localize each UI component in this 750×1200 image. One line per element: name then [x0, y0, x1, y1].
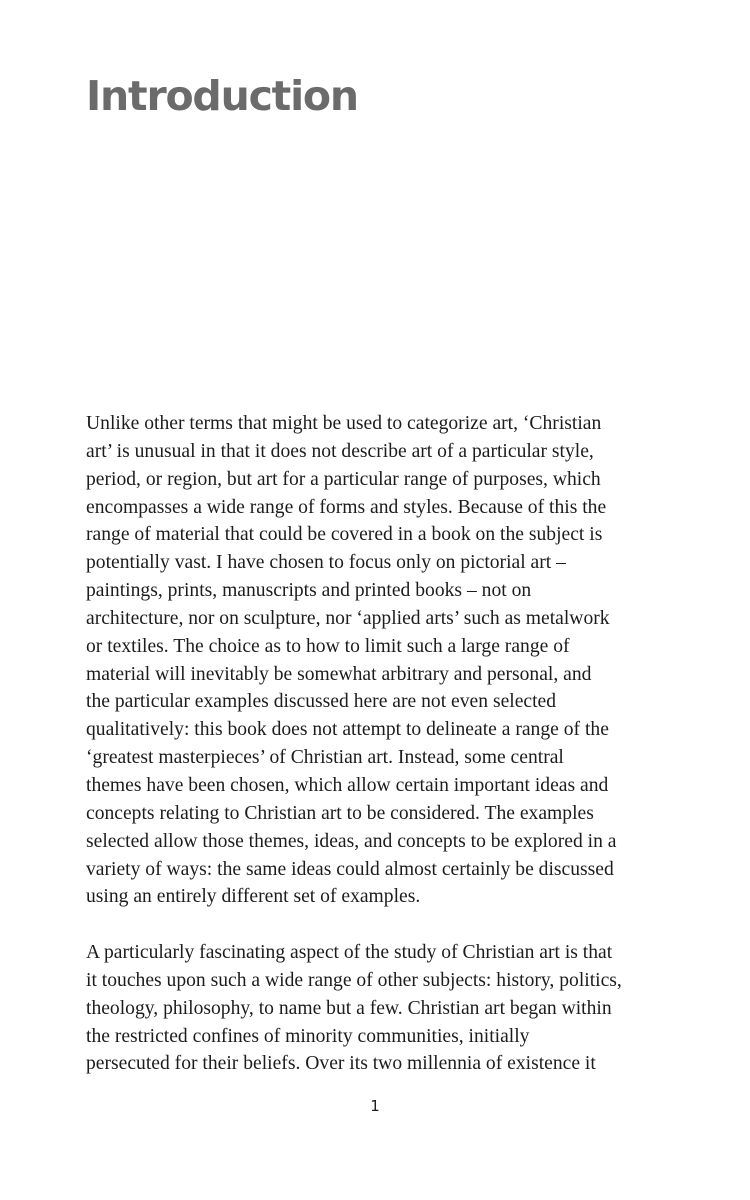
text-line: or textiles. The choice as to how to limit such a large range of — [86, 635, 570, 657]
text-line: concepts relating to Christian art to be considered. The examples — [86, 802, 594, 824]
text-line: the restricted confines of minority communities, initially — [86, 1025, 530, 1047]
text-line: A particularly fascinating aspect of the study of Christian art is that — [86, 942, 613, 964]
text-line: it touches upon such a wide range of other subjects: history, politics, — [86, 969, 622, 991]
text-line: material will inevitably be somewhat arbitrary and personal, and — [86, 663, 592, 685]
text-line: using an entirely different set of examples. — [86, 886, 421, 908]
text-line: selected allow those themes, ideas, and concepts to be explored in a — [86, 830, 617, 852]
text-line: potentially vast. I have chosen to focus only on pictorial art – — [86, 552, 566, 574]
paragraph-2 — [86, 939, 672, 1078]
text-line: ‘greatest masterpieces’ of Christian art. Instead, some central — [86, 747, 564, 769]
text-line: Unlike other terms that might be used to categorize art, ‘Christian — [86, 413, 602, 434]
text-line: qualitatively: this book does not attempt to delineate a range of the — [86, 719, 609, 741]
text-line: themes have been chosen, which allow certain important ideas and — [86, 774, 609, 796]
page-number: 1 — [370, 1097, 380, 1115]
paragraph-1 — [86, 410, 672, 911]
text-line: architecture, nor on sculpture, nor ‘applied arts’ such as metalwork — [86, 607, 610, 629]
text-line: persecuted for their beliefs. Over its two millennia of existence it — [86, 1053, 596, 1075]
text-line: period, or region, but art for a particular range of purposes, which — [86, 468, 601, 490]
body-text — [86, 410, 672, 1078]
text-line: art’ is unusual in that it does not describe art of a particular style, — [86, 440, 594, 462]
text-line: paintings, prints, manuscripts and printed books – not on — [86, 580, 532, 602]
chapter-title: Introduction — [86, 72, 358, 120]
text-line: encompasses a wide range of forms and styles. Because of this the — [86, 496, 607, 518]
text-line: range of material that could be covered in a book on the subject is — [86, 524, 603, 546]
text-line: the particular examples discussed here are not even selected — [86, 691, 557, 713]
text-line: variety of ways: the same ideas could almost certainly be discussed — [86, 858, 614, 880]
text-line: theology, philosophy, to name but a few. Christian art began within — [86, 997, 612, 1019]
